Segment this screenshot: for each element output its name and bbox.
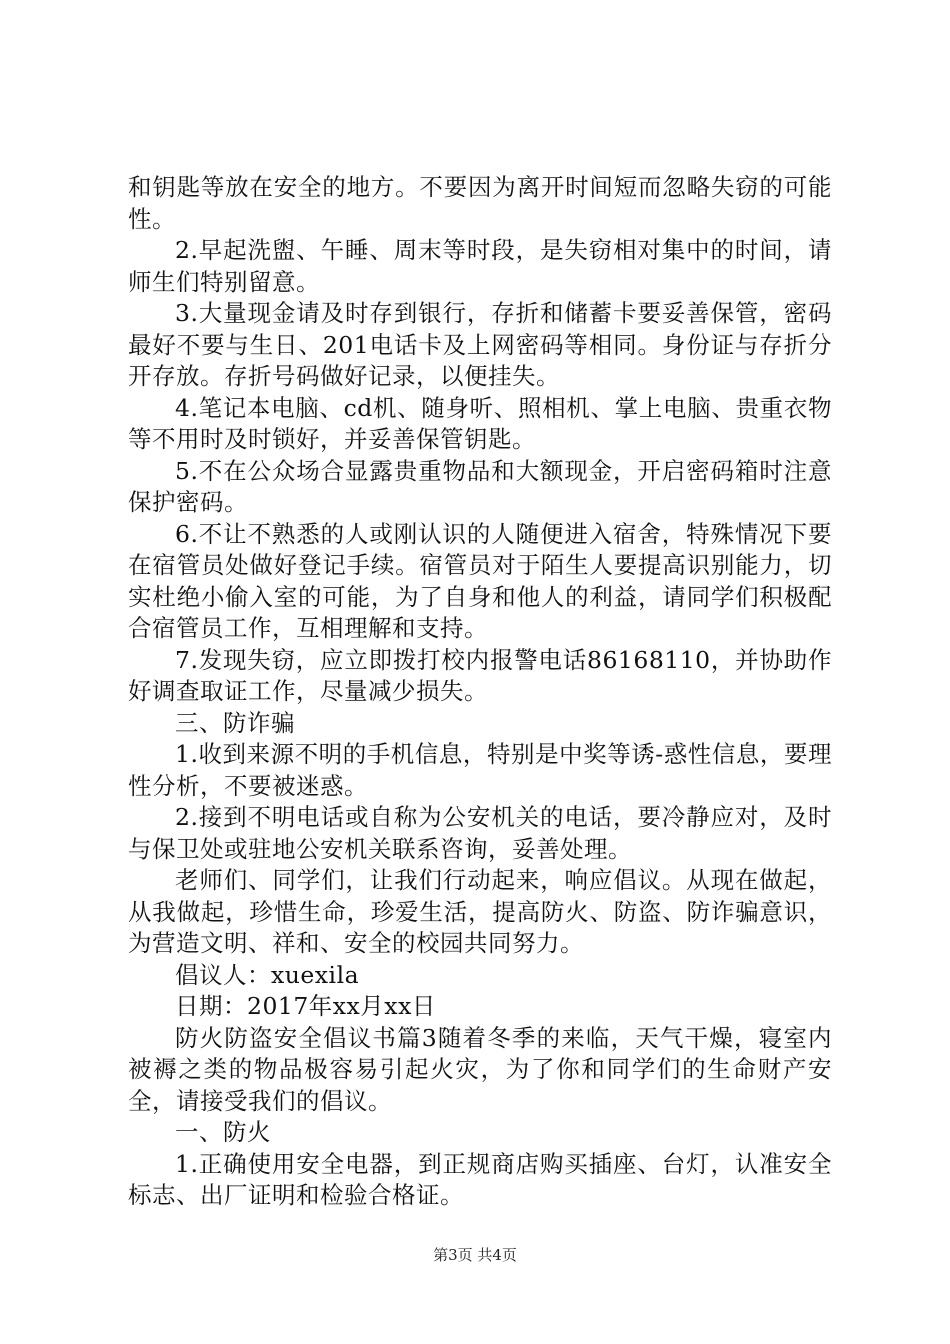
paragraph-fire-1: 1.正确使用安全电器，到正规商店购买插座、台灯，认准安全标志、出厂证明和检验合格证。 [128,1149,832,1209]
paragraph-part-3-intro: 防火防盗安全倡议书篇3随着冬季的来临，天气干燥，寝室内被褥之类的物品极容易引起火灾，为了你和同学们的生命财产安全，请接受我们的倡议。 [128,1023,832,1115]
paragraph-item-4: 4.笔记本电脑、cd机、随身听、照相机、掌上电脑、贵重衣物等不用时及时锁好，并妥善保管钥匙。 [128,393,832,453]
paragraph-item-5: 5.不在公众场合显露贵重物品和大额现金，开启密码箱时注意保护密码。 [128,456,832,516]
initiator-line: 倡议人：xuexila [175,960,360,989]
paragraph-item-6: 6.不让不熟悉的人或刚认识的人随便进入宿舍，特殊情况下要在宿管员处做好登记手续。宿管员对于陌生人要提高识别能力，切实杜绝小偷入室的可能，为了自身和他人的利益，请同学们积极配合宿管员工作，互相理解和支持。 [128,519,832,642]
document-body [128,172,832,1212]
paragraph-closing: 老师们、同学们，让我们行动起来，响应倡议。从现在做起，从我做起，珍惜生命，珍爱生活，提高防火、防盗、防诈骗意识，为营造文明、祥和、安全的校园共同努力。 [128,866,832,957]
page-footer: 第3页 共4页 [433,1246,517,1264]
paragraph-fraud-1: 1.收到来源不明的手机信息，特别是中奖等诱-惑性信息，要理性分析，不要被迷惑。 [128,740,832,800]
paragraph-item-2: 2.早起洗盥、午睡、周末等时段，是失窃相对集中的时间，请师生们特别留意。 [128,236,832,296]
section-heading-fire: 一、防火 [175,1118,271,1146]
paragraph-continuation: 和钥匙等放在安全的地方。不要因为离开时间短而忽略失窃的可能性。 [128,173,832,233]
date-line: 日期：2017年xx月xx日 [175,992,436,1020]
paragraph-item-7: 7.发现失窃，应立即拨打校内报警电话86168110，并协助作好调查取证工作，尽量减少损失。 [128,645,832,705]
paragraph-item-3: 3.大量现金请及时存到银行，存折和储蓄卡要妥善保管，密码最好不要与生日、201电话卡及上网密码等相同。身份证与存折分开存放。存折号码做好记录，以便挂失。 [128,299,832,390]
paragraph-fraud-2: 2.接到不明电话或自称为公安机关的电话，要冷静应对，及时与保卫处或驻地公安机关联系咨询，妥善处理。 [128,803,832,863]
section-heading-anti-fraud: 三、防诈骗 [175,708,295,737]
